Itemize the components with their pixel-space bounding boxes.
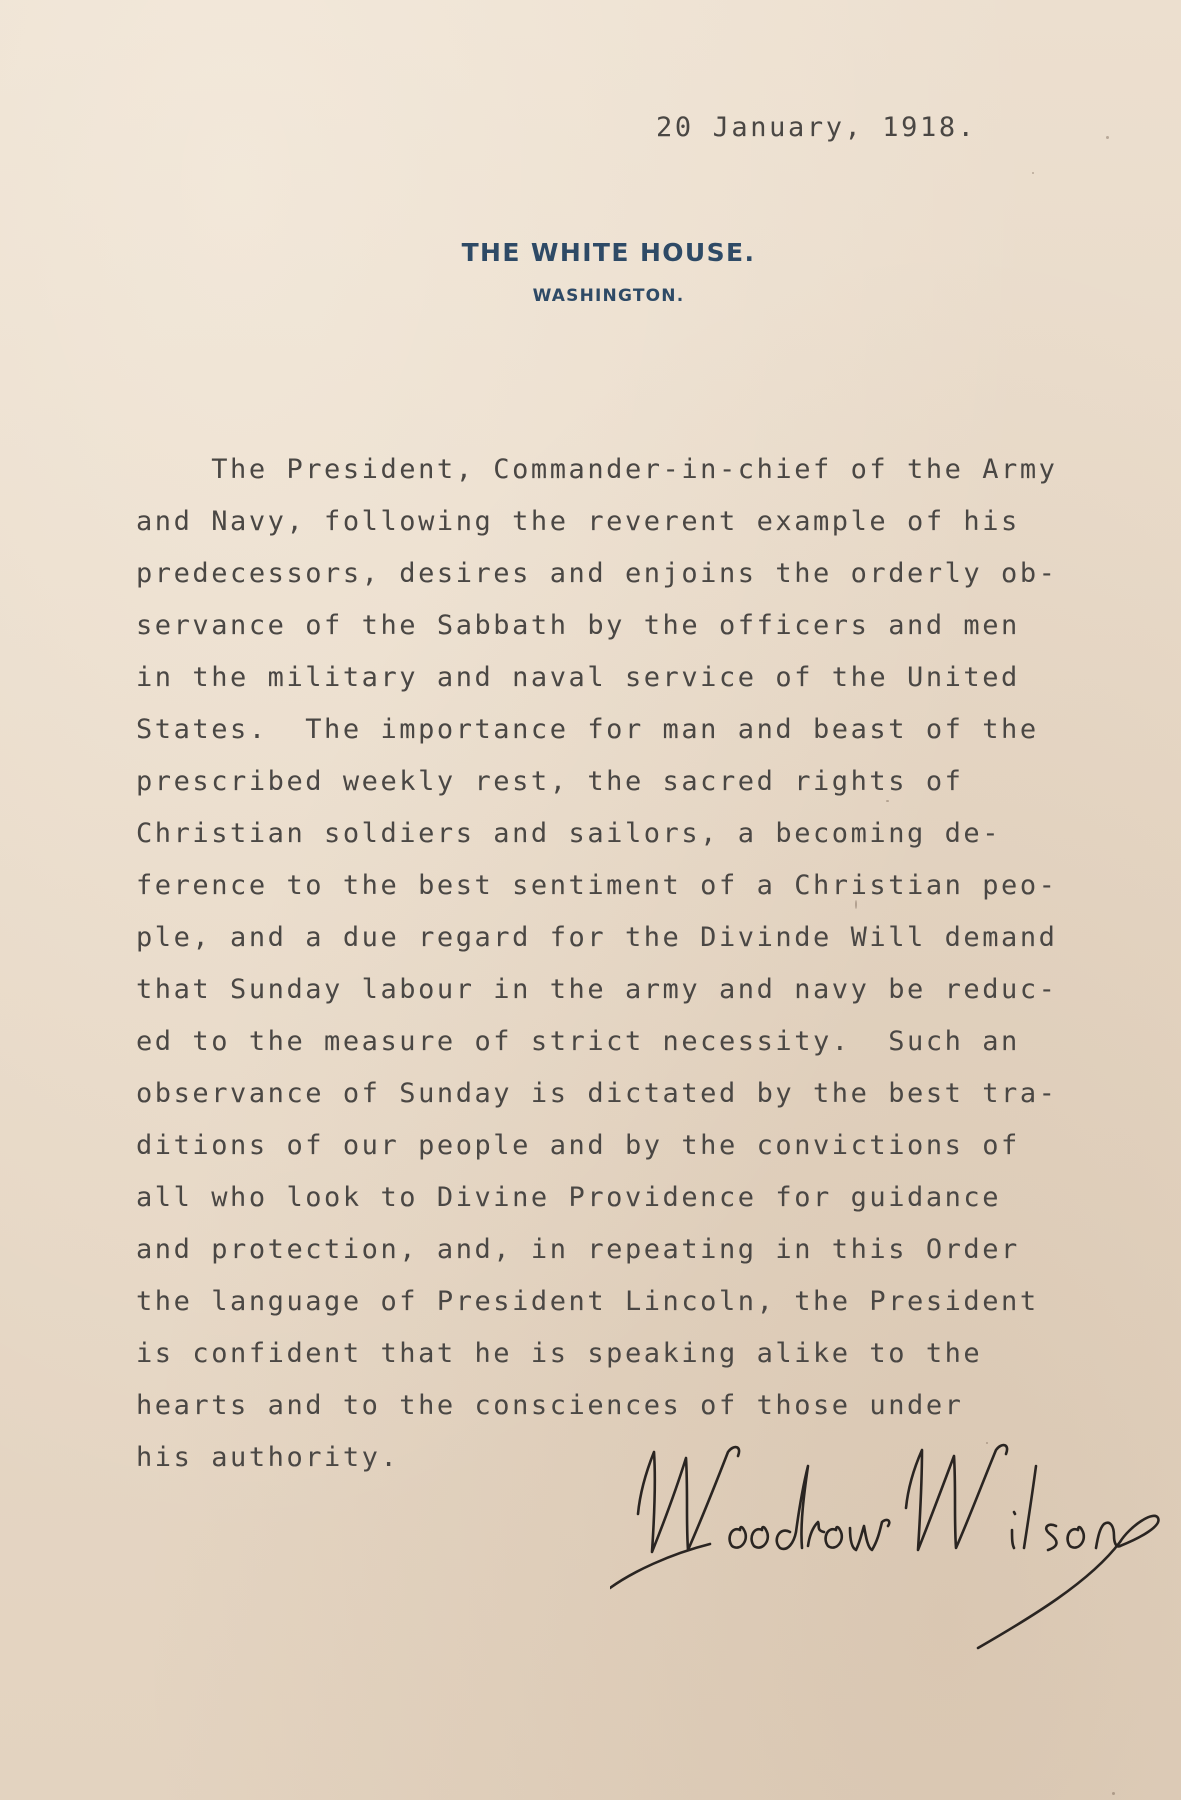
body-line: all who look to Divine Providence for guidance [136, 1182, 1002, 1213]
body-line: hearts and to the consciences of those under [136, 1390, 964, 1421]
body-line: ference to the best sentiment of a Christian peo- [136, 870, 1058, 901]
body-line: predecessors, desires and enjoins the orderly ob- [136, 558, 1058, 589]
body-line: that Sunday labour in the army and navy be reduc- [136, 974, 1058, 1005]
letter-body [136, 444, 1057, 1484]
body-line: ed to the measure of strict necessity. Such an [136, 1026, 1020, 1057]
letter-date: 20 January, 1918. [656, 112, 977, 143]
body-line: observance of Sunday is dictated by the best tra- [136, 1078, 1058, 1109]
body-line: Christian soldiers and sailors, a becoming de- [136, 818, 1002, 849]
letterhead-title: THE WHITE HOUSE. [461, 238, 756, 267]
body-line: the language of President Lincoln, the President [136, 1286, 1039, 1317]
letterhead-subtitle: WASHINGTON. [532, 286, 685, 306]
body-line: in the military and naval service of the United [136, 662, 1020, 693]
body-line: is confident that he is speaking alike to the [136, 1338, 983, 1369]
body-line: The President, Commander-in-chief of the Army [136, 454, 1058, 485]
body-line: servance of the Sabbath by the officers and men [136, 610, 1020, 641]
body-line: and protection, and, in repeating in this Order [136, 1234, 1020, 1265]
body-line: ditions of our people and by the convictions of [136, 1130, 1020, 1161]
body-line: States. The importance for man and beast of the [136, 714, 1039, 745]
body-line: and Navy, following the reverent example of his [136, 506, 1020, 537]
body-line: ple, and a due regard for the Divinde Will demand [136, 922, 1058, 953]
body-line: prescribed weekly rest, the sacred rights of [136, 766, 964, 797]
body-line: his authority. [136, 1442, 400, 1473]
signature [610, 1422, 1170, 1652]
